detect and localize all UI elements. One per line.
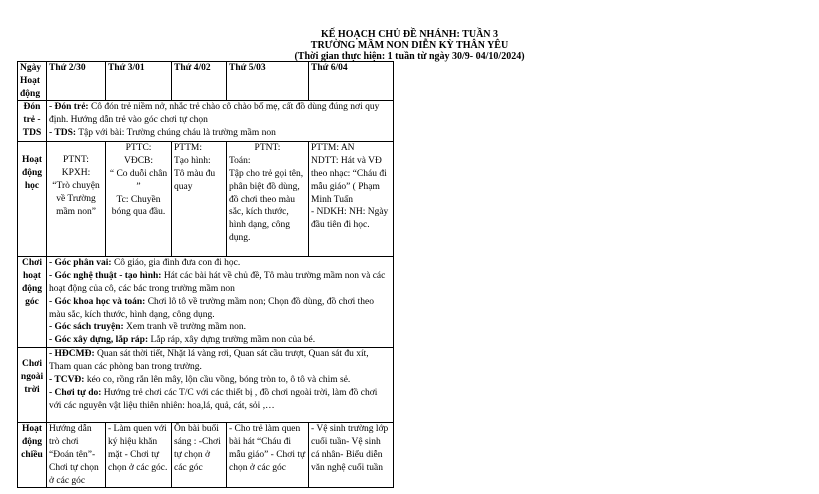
header-day-activity: Ngày Hoạt động [18, 62, 47, 101]
row-choi-ngoai-troi [18, 348, 394, 423]
hdh-tue-l1: PTTC: [125, 143, 152, 154]
hdh-fri-l3: - NDKH: NH: Ngày đầu tiên đi học. [311, 207, 389, 231]
choi-goc-content [47, 257, 394, 348]
goc-xay-dung-text: Lắp ráp, xây dựng trường mầm non của bé. [148, 335, 316, 346]
header-friday: Thứ 6/04 [309, 62, 394, 101]
hdh-fri-l2: NDTT: Hát và VĐ theo nhạc: “Cháu đi mẫu giáo” ( Phạm Minh Tuấn [311, 156, 387, 205]
hdh-friday [309, 142, 394, 257]
chieu-wednesday: Ôn bài buổi sáng : -Chơi tự chọn ở các góc [172, 423, 227, 488]
hdh-mon-l1: PTNT: [63, 155, 89, 166]
label-choi-ngoai-troi: Chơi ngoài trời [18, 348, 47, 423]
goc-khoa-hoc-text: Chơi lô tô về trường mầm non; Chọn đồ dùng, đồ chơi theo màu sắc, kích thước, hình dạng, công dụng. [49, 296, 375, 320]
label-hoat-dong-hoc: Hoạt động học [18, 142, 47, 257]
header-tuesday: Thứ 3/01 [106, 62, 172, 101]
goc-phan-vai-text: Cô giáo, gia đình đưa con đi học. [111, 258, 241, 269]
header-thursday: Thứ 5/03 [227, 62, 309, 101]
chieu-monday: Hướng dẫn trò chơi “Đoán tên”- Chơi tự chọn ở các góc [47, 423, 106, 488]
row-choi-goc [18, 257, 394, 348]
hdh-tue-l4: Tc: Chuyền bóng qua đầu. [111, 194, 166, 218]
hdh-mon-l2: KPXH: [61, 168, 91, 179]
tcvd-text: kéo co, rồng rắn lên mây, lộn cầu vồng, bóng tròn to, ô tô và chim sẻ. [84, 374, 351, 385]
tds-text: Tập với bài: Trường chúng cháu là trường mầm non [76, 127, 276, 138]
hdh-wed-l2: Tạo hình: [174, 156, 211, 167]
chieu-thursday: - Cho trẻ làm quen bài hát “Cháu đi mẫu giáo” - Chơi tự chọn ở các góc [227, 423, 309, 488]
hdh-mon-l3: “Trò chuyện về Trường mầm non” [52, 180, 100, 217]
hdh-wednesday [172, 142, 227, 257]
hdcmd-text: Quan sát thời tiết, Nhặt lá vàng rơi, Quan sát cầu trượt, Quan sát đu xít, Tham quan các phòng ban trong trường. [49, 349, 369, 373]
don-tre-title: - Đón trẻ: [49, 102, 89, 113]
tcvd-title: - TCVĐ: [49, 374, 85, 385]
don-tre-text: Cô đón trẻ niềm nở, nhắc trẻ chào cô chào bố mẹ, cất đồ dùng đúng nơi quy định. Hướng dẫn trẻ vào góc chơi tự chọn [49, 102, 380, 126]
row-don-tre [18, 101, 394, 142]
choi-ngoai-troi-content [47, 348, 394, 423]
goc-sach-truyen-title: - Góc sách truyện: [49, 322, 124, 333]
goc-nghe-thuat-title: - Góc nghệ thuật - tạo hình: [49, 271, 162, 282]
header-row [18, 62, 394, 101]
plan-table [17, 61, 394, 488]
hdh-tue-l2: VĐCB: [123, 156, 154, 167]
chieu-friday: - Vệ sinh trường lớp cuối tuần- Vệ sinh cá nhân- Biểu diễn văn nghệ cuối tuần [309, 423, 394, 488]
hdh-tue-l3: “ Co duỗi chân ” [109, 168, 168, 192]
hdh-thu-l2: Toán: [229, 156, 251, 167]
don-tre-content [47, 101, 394, 142]
hdh-fri-l1: PTTM: AN [311, 143, 355, 154]
hdh-tuesday [106, 142, 172, 257]
chieu-tuesday: - Làm quen với ký hiệu khăn mặt - Chơi tự chọn ở các góc. [106, 423, 172, 488]
goc-phan-vai-title: - Góc phân vai: [49, 258, 112, 269]
choi-tu-do-text: Hướng trẻ chơi các T/C với các thiết bị , đồ chơi ngoài trời, làm đồ chơi với các nguyên vật liệu thiên nhiên: hoa,lá, quả, cát, sỏi ,… [49, 387, 378, 411]
tds-title: - TDS: [49, 127, 77, 138]
goc-sach-truyen-text: Xem tranh về trường mầm non. [123, 322, 246, 333]
hdcmd-title: - HĐCMĐ: [49, 349, 95, 360]
hdh-thu-l3: Tập cho trẻ gọi tên, phân biệt đồ dùng, đồ chơi theo màu sắc, kích thước, hình dạng, công dụng. [229, 168, 304, 243]
header-monday: Thứ 2/30 [47, 62, 106, 101]
choi-tu-do-title: - Chơi tự do: [49, 387, 102, 398]
label-hoat-dong-chieu: Hoạt động chiều [18, 423, 47, 488]
hdh-thu-l1: PTNT: [254, 143, 281, 154]
label-choi-goc: Chơi hoạt động góc [18, 257, 47, 348]
label-don-tre: Đón trẻ - TDS [18, 101, 47, 142]
hdh-monday [47, 142, 106, 257]
plan-title: KẾ HOẠCH CHỦ ĐỀ NHÁNH: TUẦN 3 [320, 29, 499, 40]
goc-xay-dung-title: - Góc xây dựng, lắp ráp: [49, 335, 149, 346]
row-hoat-dong-hoc [18, 142, 394, 257]
hdh-wed-l1: PTTM: [174, 143, 202, 154]
header-wednesday: Thứ 4/02 [172, 62, 227, 101]
school-name: TRƯỜNG MẦM NON DIỄN KỲ THÂN YÊU [310, 40, 509, 51]
hdh-wed-l3: Tô màu đu quay [174, 168, 216, 192]
time-range: (Thời gian thực hiện: 1 tuần từ ngày 30/9- 04/10/2024) [294, 51, 525, 62]
goc-khoa-hoc-title: - Góc khoa học và toán: [49, 296, 146, 307]
row-hoat-dong-chieu [18, 423, 394, 488]
hdh-thursday [227, 142, 309, 257]
goc-nghe-thuat-text: Hát các bài hát về chủ đề, Tô màu trường mầm non và các hoạt động của cô, các bác trong trường mầm non [49, 271, 386, 294]
